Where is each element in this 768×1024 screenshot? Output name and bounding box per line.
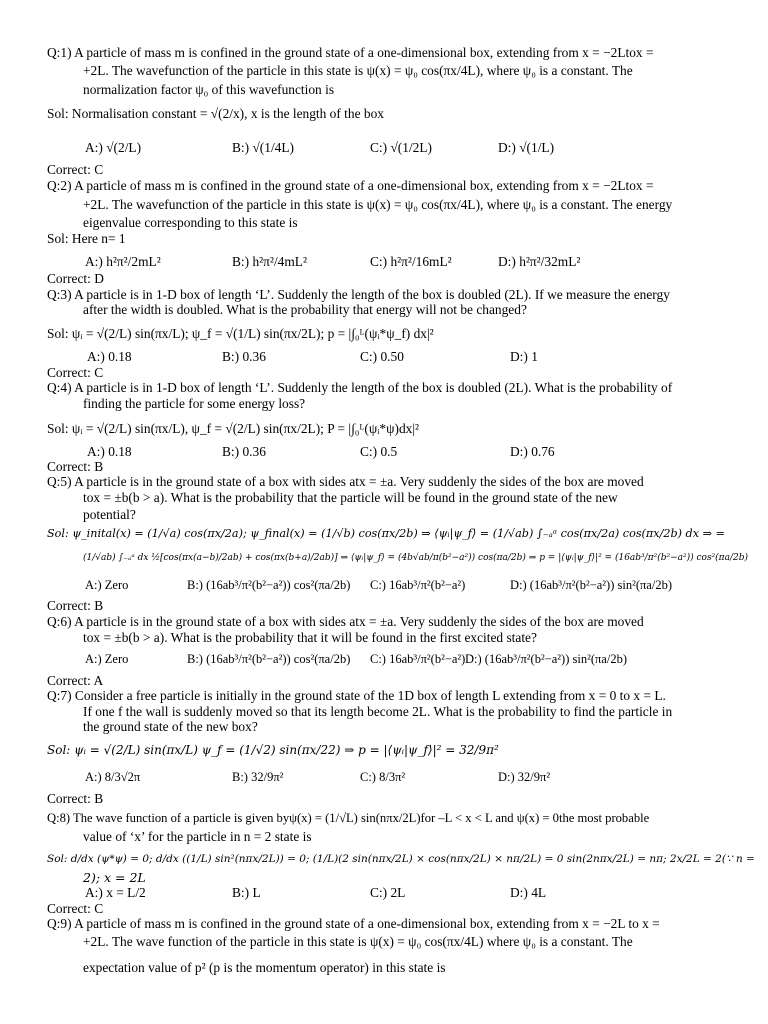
q3-option-d: D:) 1: [510, 349, 538, 364]
q7-option-c: C:) 8/3π²: [360, 770, 406, 784]
q5-option-a: A:) Zero: [85, 578, 129, 592]
q4-option-d: D:) 0.76: [510, 444, 555, 459]
q5-line-1: Q:5) A particle is in the ground state of a box with sides atx = ±a. Very suddenly the sides of the box are moved: [47, 474, 644, 489]
q2-correct: Correct: D: [47, 271, 104, 286]
q5-solution: Sol: ψ_inital(x) = (1/√a) cos(πx/2a); ψ_final(x) = (1/√b) cos(πx/2b) ⇒ ⟨ψᵢ|ψ_f⟩ = (1/√ab) ∫₋ₐᵃ cos(πx/2a) cos(πx/2b) dx ⇒ =: [47, 527, 725, 540]
q7-option-d: D:) 32/9π²: [498, 770, 551, 784]
q6-option-d: D:) (16ab³/π²(b²−a²)) sin²(πa/2b): [465, 652, 627, 666]
q4-line-2: finding the particle for some energy loss?: [83, 396, 306, 411]
q1-line-3: normalization factor ψ₀ of this wavefunction is: [83, 82, 335, 97]
q8-solution-cont: 2); x = 2L: [83, 870, 146, 885]
q7-option-b: B:) 32/9π²: [232, 770, 284, 784]
q1-option-b: B:) √(1/4L): [232, 140, 295, 155]
q8-option-d: D:) 4L: [510, 885, 547, 900]
q1-correct: Correct: C: [47, 162, 104, 177]
q8-correct: Correct: C: [47, 901, 104, 916]
q5-line-2: tox = ±b(b > a). What is the probability that the particle will be found in the ground state of the new: [83, 490, 618, 505]
q1-line-2: +2L. The wavefunction of the particle in this state is ψ(x) = ψ₀ cos(πx/4L), where ψ₀ is a constant. The: [83, 63, 633, 78]
q4-option-b: B:) 0.36: [222, 444, 266, 459]
q5-correct: Correct: B: [47, 598, 104, 613]
q7-line-3: the ground state of the new box?: [83, 719, 258, 734]
q1-option-d: D:) √(1/L): [498, 140, 555, 155]
q6-option-b: B:) (16ab³/π²(b²−a²)) cos²(πa/2b): [187, 652, 351, 666]
q7-line-2: If one f the wall is suddenly moved so that its length become 2L. What is the probability to find the particle in: [83, 704, 673, 719]
q3-correct: Correct: C: [47, 365, 104, 380]
q5-solution-cont: (1/√ab) ∫₋ₐᵃ dx ½[cos(πx(a−b)/2ab) + cos(πx(b+a)/2ab)] ⇒ ⟨ψᵢ|ψ_f⟩ = (4b√ab/π(b²−a²)) cos(πa/2b) ⇒ p = |⟨ψᵢ|ψ_f⟩|² = (16ab³/π²(b²−a²)) cos²(πa/2b): [83, 553, 748, 563]
q6-line-1: Q:6) A particle is in the ground state of a box with sides atx = ±a. Very suddenly the sides of the box are moved: [47, 614, 644, 629]
q3-option-c: C:) 0.50: [360, 349, 404, 364]
q8-solution: Sol: d/dx (ψ*ψ) = 0; d/dx ((1/L) sin²(nπx/2L)) = 0; (1/L)(2 sin(nπx/2L) × cos(nπx/2L) × nπ/2L) = 0 sin(2nπx/2L) = nπ; 2x/2L = 2(∵ n =: [47, 853, 755, 865]
q5-option-b: B:) (16ab³/π²(b²−a²)) cos²(πa/2b): [187, 578, 351, 592]
q1-solution: Sol: Normalisation constant = √(2/x), x is the length of the box: [47, 106, 384, 121]
q6-line-2: tox = ±b(b > a). What is the probability that it will be found in the first excited state?: [83, 630, 537, 645]
q4-option-a: A:) 0.18: [87, 444, 132, 459]
q9-line-3: expectation value of p² (p is the momentum operator) in this state is: [83, 960, 446, 975]
q4-solution: Sol: ψᵢ = √(2/L) sin(πx/L), ψ_f = √(2/L) sin(πx/2L); P = |∫₀ᴸ(ψᵢ*ψ)dx|²: [47, 421, 420, 436]
q3-option-a: A:) 0.18: [87, 349, 132, 364]
q2-option-a: A:) h²π²/2mL²: [85, 254, 161, 269]
q4-correct: Correct: B: [47, 459, 104, 474]
q6-option-c: C:) 16ab³/π²(b²−a²): [370, 652, 466, 666]
q5-line-3: potential?: [83, 507, 136, 522]
q1-option-c: C:) √(1/2L): [370, 140, 433, 155]
q5-option-c: C:) 16ab³/π²(b²−a²): [370, 578, 466, 592]
q7-option-a: A:) 8/3√2π: [85, 770, 141, 784]
q4-option-c: C:) 0.5: [360, 444, 398, 459]
q2-option-b: B:) h²π²/4mL²: [232, 254, 307, 269]
q3-line-2: after the width is doubled. What is the probability that energy will not be changed?: [83, 302, 527, 317]
q2-option-c: C:) h²π²/16mL²: [370, 254, 452, 269]
q5-option-d: D:) (16ab³/π²(b²−a²)) sin²(πa/2b): [510, 578, 672, 592]
q8-option-a: A:) x = L/2: [85, 885, 146, 900]
q1-option-a: A:) √(2/L): [85, 140, 142, 155]
q2-line-1: Q:2) A particle of mass m is confined in the ground state of a one-dimensional box, extending from x = −2Ltox =: [47, 178, 654, 193]
q3-line-1: Q:3) A particle is in 1-D box of length ‘L’. Suddenly the length of the box is doubled (2L). If we measure the energy: [47, 287, 670, 302]
q9-line-2: +2L. The wave function of the particle in this state is ψ(x) = ψ₀ cos(πx/4L) where ψ₀ is a constant. The: [83, 934, 633, 949]
q1-line-1: Q:1) A particle of mass m is confined in the ground state of a one-dimensional box, extending from x = −2Ltox =: [47, 45, 654, 60]
q8-line-1: Q:8) The wave function of a particle is given byψ(x) = (1/√L) sin(nπx/2L)for –L < x < L and ψ(x) = 0the most probable: [47, 811, 650, 825]
q2-solution: Sol: Here n= 1: [47, 231, 126, 246]
q7-solution: Sol: ψᵢ = √(2/L) sin(πx/L) ψ_f = (1/√2) sin(πx/22) ⇒ p = |⟨ψᵢ|ψ_f⟩|² = 32/9π²: [47, 743, 499, 757]
q2-line-2: +2L. The wavefunction of the particle in this state is ψ(x) = ψ₀ cos(πx/4L), where ψ₀ is a constant. The energy: [83, 197, 673, 212]
q3-option-b: B:) 0.36: [222, 349, 266, 364]
q2-line-3: eigenvalue corresponding to this state is: [83, 215, 298, 230]
q6-option-a: A:) Zero: [85, 652, 129, 666]
q9-line-1: Q:9) A particle of mass m is confined in the ground state of a one-dimensional box, extending from x = −2L to x =: [47, 916, 660, 931]
q8-line-2: value of ‘x’ for the particle in n = 2 state is: [83, 829, 312, 844]
q3-solution: Sol: ψᵢ = √(2/L) sin(πx/L); ψ_f = √(1/L) sin(πx/2L); p = |∫₀ᴸ(ψᵢ*ψ_f) dx|²: [47, 326, 434, 341]
q8-option-b: B:) L: [232, 885, 261, 900]
q2-option-d: D:) h²π²/32mL²: [498, 254, 581, 269]
q7-line-1: Q:7) Consider a free particle is initially in the ground state of the 1D box of length L extending from x = 0 to x = L.: [47, 688, 666, 703]
q6-correct: Correct: A: [47, 673, 104, 688]
q7-correct: Correct: B: [47, 791, 104, 806]
q4-line-1: Q:4) A particle is in 1-D box of length ‘L’. Suddenly the length of the box is doubled (2L). What is the probability of: [47, 380, 673, 395]
q8-option-c: C:) 2L: [370, 885, 406, 900]
